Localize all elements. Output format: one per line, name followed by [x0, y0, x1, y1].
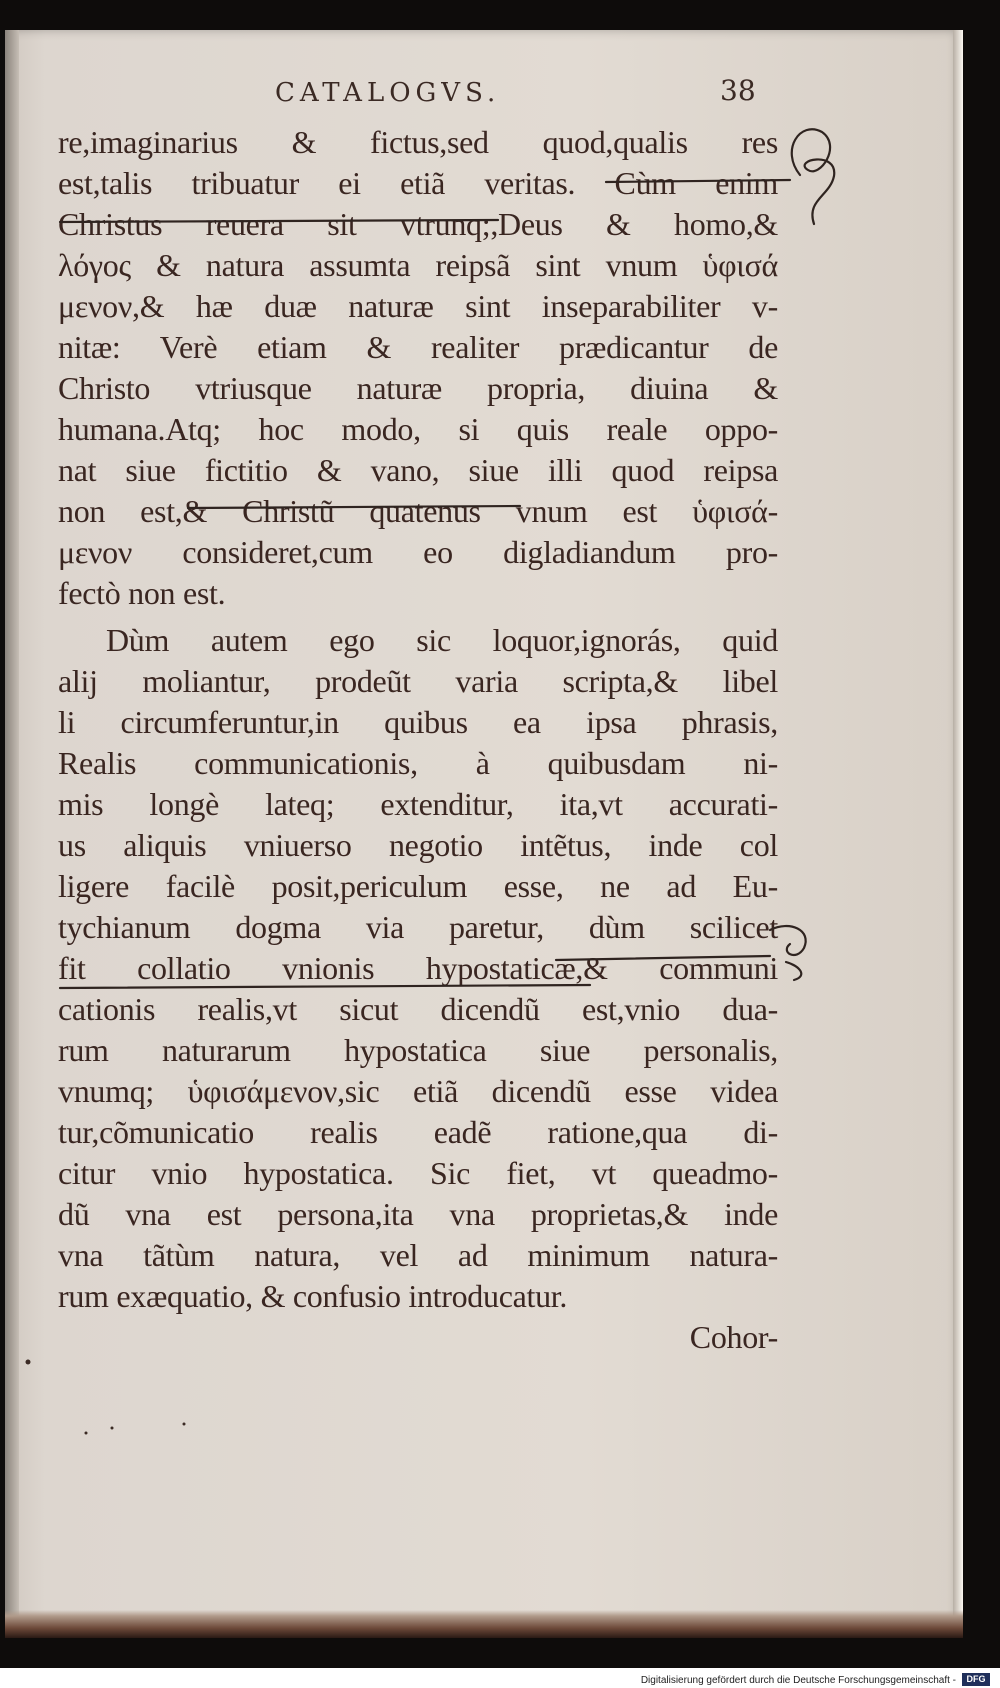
text-line: tur,cõmunicatio realis eadẽ ratione,qua di-: [58, 1114, 778, 1150]
catchword: Cohor-: [689, 1319, 778, 1355]
text-line: Christus reuera sit vtrunq;,Deus & homo,&: [58, 206, 778, 242]
text-line: alij moliantur, prodeũt varia scripta,& libel: [58, 663, 778, 699]
text-line: Realis communicationis, à quibusdam ni-: [58, 745, 778, 781]
text-line: μενον consideret,cum eo digladiandum pro-: [58, 534, 778, 570]
running-head: CATALOGVS.: [275, 78, 501, 108]
text-line: cationis realis,vt sicut dicendũ est,vnio dua-: [58, 991, 778, 1027]
dfg-logo: DFG: [962, 1673, 990, 1686]
text-line: non est,& Christũ quatenus vnum est ὑφισά-: [58, 493, 778, 529]
text-line: mis longè lateq; extenditur, ita,vt accurati-: [58, 786, 778, 822]
text-line: humana.Atq; hoc modo, si quis reale oppo-: [58, 411, 778, 447]
text-line: fectò non est.: [58, 575, 226, 611]
body-text: [58, 122, 778, 1358]
text-line: fit collatio vnionis hypostaticæ,& communi: [58, 950, 778, 986]
digitization-credit: Digitalisierung gefördert durch die Deutsche Forschungsgemeinschaft -: [640, 1675, 956, 1686]
text-line: nat siue fictitio & vano, siue illi quod reipsa: [58, 452, 778, 488]
text-line: rum naturarum hypostatica siue personalis,: [58, 1032, 778, 1068]
page-spine-shadow: [5, 30, 19, 1638]
page-bottom-edge: [5, 1610, 963, 1638]
text-line: li circumferuntur,in quibus ea ipsa phrasis,: [58, 704, 778, 740]
text-line: ligere facilè posit,periculum esse, ne ad Eu-: [58, 868, 778, 904]
page-right-edge: [953, 30, 963, 1638]
text-line: us aliquis vniuerso negotio intẽtus, inde col: [58, 827, 778, 863]
text-line: Christo vtriusque naturæ propria, diuina &: [58, 370, 778, 406]
text-line: vnumq; ὑφισάμενον,sic etiã dicendũ esse videa: [58, 1073, 778, 1109]
text-line: est,talis tribuatur ei etiã veritas. Cùm enim: [58, 165, 778, 201]
folio-number: 38: [720, 74, 756, 107]
text-line: vna tãtùm natura, vel ad minimum natura-: [58, 1237, 778, 1273]
text-line: Dùm autem ego sic loquor,ignorás, quid: [106, 622, 778, 658]
text-line: tychianum dogma via paretur, dùm scilicet: [58, 909, 778, 945]
text-line: citur vnio hypostatica. Sic fiet, vt queadmo-: [58, 1155, 778, 1191]
text-line: re,imaginarius & fictus,sed quod,qualis res: [58, 124, 778, 160]
text-line: dũ vna est persona,ita vna proprietas,& inde: [58, 1196, 778, 1232]
text-line: nitæ: Verè etiam & realiter prædicantur de: [58, 329, 778, 365]
text-line: rum exæquatio, & confusio introducatur.: [58, 1278, 568, 1314]
text-line: λόγος & natura assumta reipsã sint vnum ὑφισά: [58, 247, 778, 283]
text-line: μενον,& hæ duæ naturæ sint inseparabiliter v-: [58, 288, 778, 324]
